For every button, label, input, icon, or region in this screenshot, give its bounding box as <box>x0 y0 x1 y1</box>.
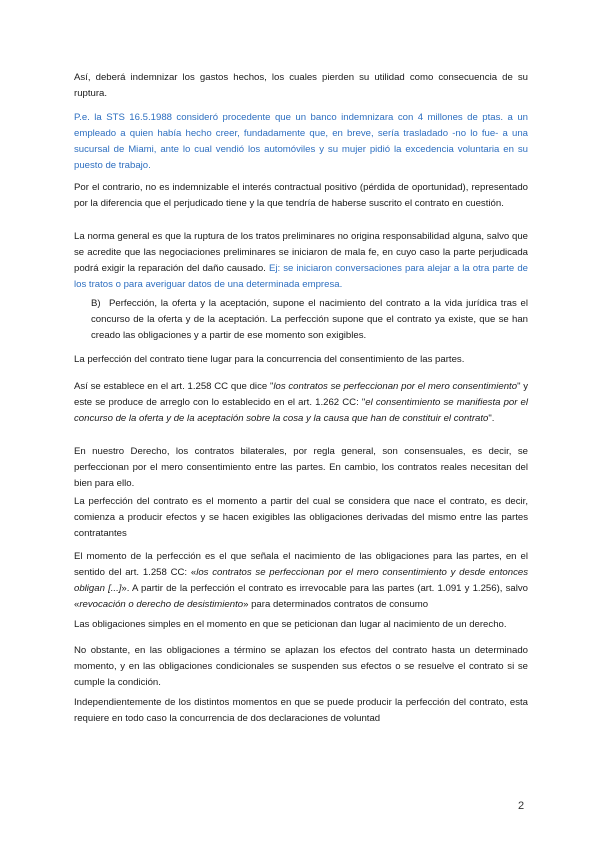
paragraph-example-sts: P.e. la STS 16.5.1988 consideró procedente que un banco indemnizara con 4 millones de ptas. a un empleado a quien había hecho creer, fundadamente que, en breve, sería trasladado -no lo fue- a una sucursal de Miami, ante lo cual vendió los automóviles y su mujer pidió la excedencia voluntaria en su puesto de trabajo. <box>74 112 528 171</box>
art-1258-quote: los contratos se perfeccionan por el mero consentimiento <box>273 381 518 392</box>
paragraph-interes-positivo: Por el contrario, no es indemnizable el interés contractual positivo (pérdida de oportunidad), representado por la diferencia que el perjudicado tiene y la que tendría de haberse suscrito el contrato en cuestión. <box>74 182 528 209</box>
nacimiento-text-b: ». A partir de la perfección el contrato es irrevocable para las partes (art. 1.091 y 1.256), salvo « <box>74 583 528 610</box>
paragraph-momento-perfeccion: La perfección del contrato es el momento a partir del cual se considera que nace el contrato, es decir, comienza a producir efectos y se hacen exigibles las obligaciones derivadas del mismo entre las partes contratantes <box>74 496 528 539</box>
norma-general-example: Ej: se iniciaron conversaciones para alejar a la otra parte de los tratos o para averiguar datos de una determinada empresa. <box>74 263 529 290</box>
art-1262-quote: el consentimiento se manifiesta por el concurso de la oferta y de la aceptación sobre la cosa y la causa que han de constituir el contrato <box>74 397 529 424</box>
paragraph-norma-general <box>74 229 528 293</box>
list-item-text: Perfección, la oferta y la aceptación, supone el nacimiento del contrato a la vida jurídica tras el concurso de la oferta y de la aceptación. La perfección supone que el contrato ya existe, que se han creado las obligaciones y a partir de ese momento son exigibles. <box>91 298 528 341</box>
list-marker: B) <box>91 298 101 309</box>
paragraph-perfeccion-consentimiento: La perfección del contrato tiene lugar para la concurrencia del consentimiento de las partes. <box>74 354 465 365</box>
paragraph-nacimiento-obligaciones <box>74 549 528 613</box>
nacimiento-text-c: » para determinados contratos de consumo <box>243 599 429 610</box>
paragraph-art-1258 <box>74 379 528 427</box>
nacimiento-quote: los contratos se perfeccionan por el mero consentimiento y desde entonces obligan [...] <box>74 567 528 594</box>
paragraph-independientemente: Independientemente de los distintos momentos en que se puede producir la perfección del contrato, esta requiere en todo caso la concurrencia de dos declaraciones de voluntad <box>74 697 528 724</box>
art-1258-text-b: " y este se produce de arreglo con lo establecido en el art. 1.262 CC: " <box>74 381 529 408</box>
list-item-perfeccion <box>91 296 528 344</box>
page-number: 2 <box>518 800 525 812</box>
norma-general-text: La norma general es que la ruptura de los tratos preliminares no origina responsabilidad alguna, salvo que se acredite que las negociaciones preliminares se iniciaron de mala fe, en cuyo caso la parte perjudicada podrá exigir la reparación del daño causado. <box>74 231 528 274</box>
art-1258-text-a: Así se establece en el art. 1.258 CC que dice " <box>74 381 274 392</box>
art-1258-text-c: ". <box>488 413 495 424</box>
paragraph-obligaciones-termino: No obstante, en las obligaciones a término se aplazan los efectos del contrato hasta un determinado momento, y en las obligaciones condicionales se suspenden sus efectos o se resuelve el contrato si se cumple la condición. <box>74 645 528 688</box>
paragraph-contratos-bilaterales: En nuestro Derecho, los contratos bilaterales, por regla general, son consensuales, es decir, se perfeccionan por el mero consentimiento entre las partes. En cambio, los contratos reales necesitan del bien para ello. <box>74 446 528 489</box>
revocacion-quote: revocación o derecho de desistimiento <box>79 599 244 610</box>
paragraph-obligaciones-simples: Las obligaciones simples en el momento en que se peticionan dan lugar al nacimiento de un derecho. <box>74 619 507 630</box>
paragraph-indemnizar-gastos: Así, deberá indemnizar los gastos hechos, los cuales pierden su utilidad como consecuencia de su ruptura. <box>74 72 528 99</box>
nacimiento-text-a: El momento de la perfección es el que señala el nacimiento de las obligaciones para las partes, en el sentido del art. 1.258 CC: « <box>74 551 528 578</box>
